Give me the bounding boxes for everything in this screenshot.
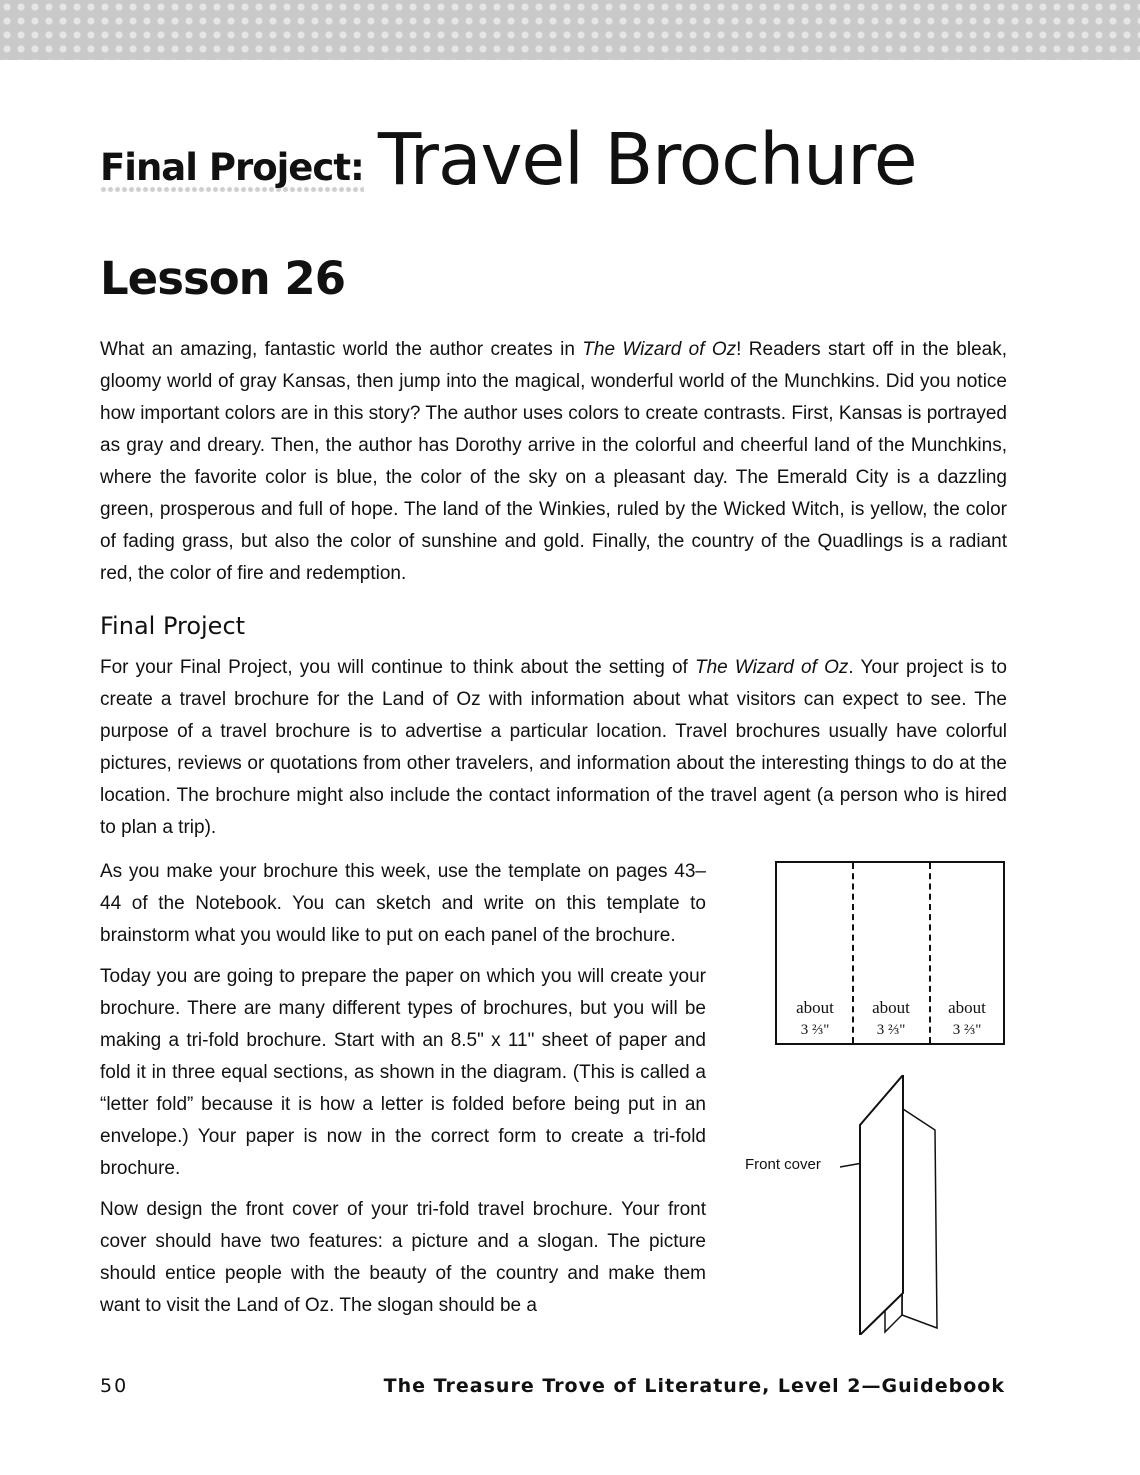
title-main: Travel Brochure <box>377 118 917 201</box>
paper-prep-paragraph: Today you are going to prepare the paper on which you will create your brochure. There are many different types of brochures, but you will be making a tri-fold brochure. Start with an 8.5" x 11" sheet of paper and fold it in three equal sections, as shown in the diagram. (This is called a “letter fold” because it is how a letter is folded before being put in an envelope.) Your paper is now in the correct form to create a tri-fold brochure. <box>100 966 706 1179</box>
front-panel <box>860 1075 903 1335</box>
intro-text-before: What an amazing, fantastic world the author creates in <box>100 339 583 360</box>
footer-book-title: The Treasure Trove of Literature, Level 2—Guidebook <box>383 1375 1005 1397</box>
title-prefix: Final Project: <box>100 146 364 193</box>
front-cover-label: Front cover <box>745 1156 821 1173</box>
trifold-flat-diagram <box>775 861 1005 1045</box>
intro-book-title: The Wizard of Oz <box>582 339 737 360</box>
intro-paragraph <box>100 334 1007 590</box>
lesson-heading: Lesson 26 <box>100 252 346 305</box>
final-project-heading: Final Project <box>100 612 246 640</box>
front-cover-paragraph: Now design the front cover of your tri-fold travel brochure. Your front cover should have two features: a picture and a slogan. The picture should entice people with the beauty of the country and make them want to visit the Land of Oz. The slogan should be a <box>100 1199 706 1316</box>
intro-text-after: ! Readers start off in the bleak, gloomy world of gray Kansas, then jump into the magical, wonderful world of the Munchkins. Did you notice how important colors are in this story? The author uses colors to create contrasts. First, Kansas is portrayed as gray and dreary. Then, the author has Dorothy arrive in the colorful and cheerful land of the Munchkins, where the favorite color is blue, the color of the sky on a pleasant day. The Emerald City is a dazzling green, prosperous and full of hope. The land of the Winkies, ruled by the Wicked Witch, is yellow, the color of fading grass, but also the color of sunshine and gold. Finally, the country of the Quadlings is a radiant red, the color of fire and redemption. <box>100 339 1007 584</box>
panel-measure-3: 3 ⅔" <box>952 1022 982 1038</box>
panel-measure-1: 3 ⅔" <box>800 1022 830 1038</box>
final-project-paragraph <box>100 652 1007 844</box>
panel-label-left <box>777 997 853 1041</box>
instructions-column <box>100 856 706 1331</box>
panel-label-middle <box>853 997 929 1041</box>
template-paragraph: As you make your brochure this week, use the template on pages 43–44 of the Notebook. You can sketch and write on this template to brainstorm what you would like to put on each panel of the brochure. <box>100 861 706 946</box>
page-title <box>100 118 917 201</box>
project-text-before: For your Final Project, you will continue to think about the setting of <box>100 657 695 678</box>
folded-brochure-diagram <box>835 1075 975 1335</box>
panel-about-3: about <box>948 998 986 1017</box>
panel-measure-2: 3 ⅔" <box>876 1022 906 1038</box>
page-number: 50 <box>100 1375 129 1397</box>
project-text-after: . Your project is to create a travel brochure for the Land of Oz with information about what visitors can expect to see. The purpose of a travel brochure is to advertise a particular location. Travel brochures usually have colorful pictures, reviews or quotations from other travelers, and information about the interesting things to do at the location. The brochure might also include the contact information of the travel agent (a person who is hired to plan a trip). <box>100 657 1007 838</box>
panel-about-1: about <box>796 998 834 1017</box>
middle-panel <box>902 1109 937 1328</box>
panel-about-2: about <box>872 998 910 1017</box>
panel-label-right <box>929 997 1005 1041</box>
decorative-header-band <box>0 0 1140 60</box>
project-book-title: The Wizard of Oz <box>695 657 849 678</box>
